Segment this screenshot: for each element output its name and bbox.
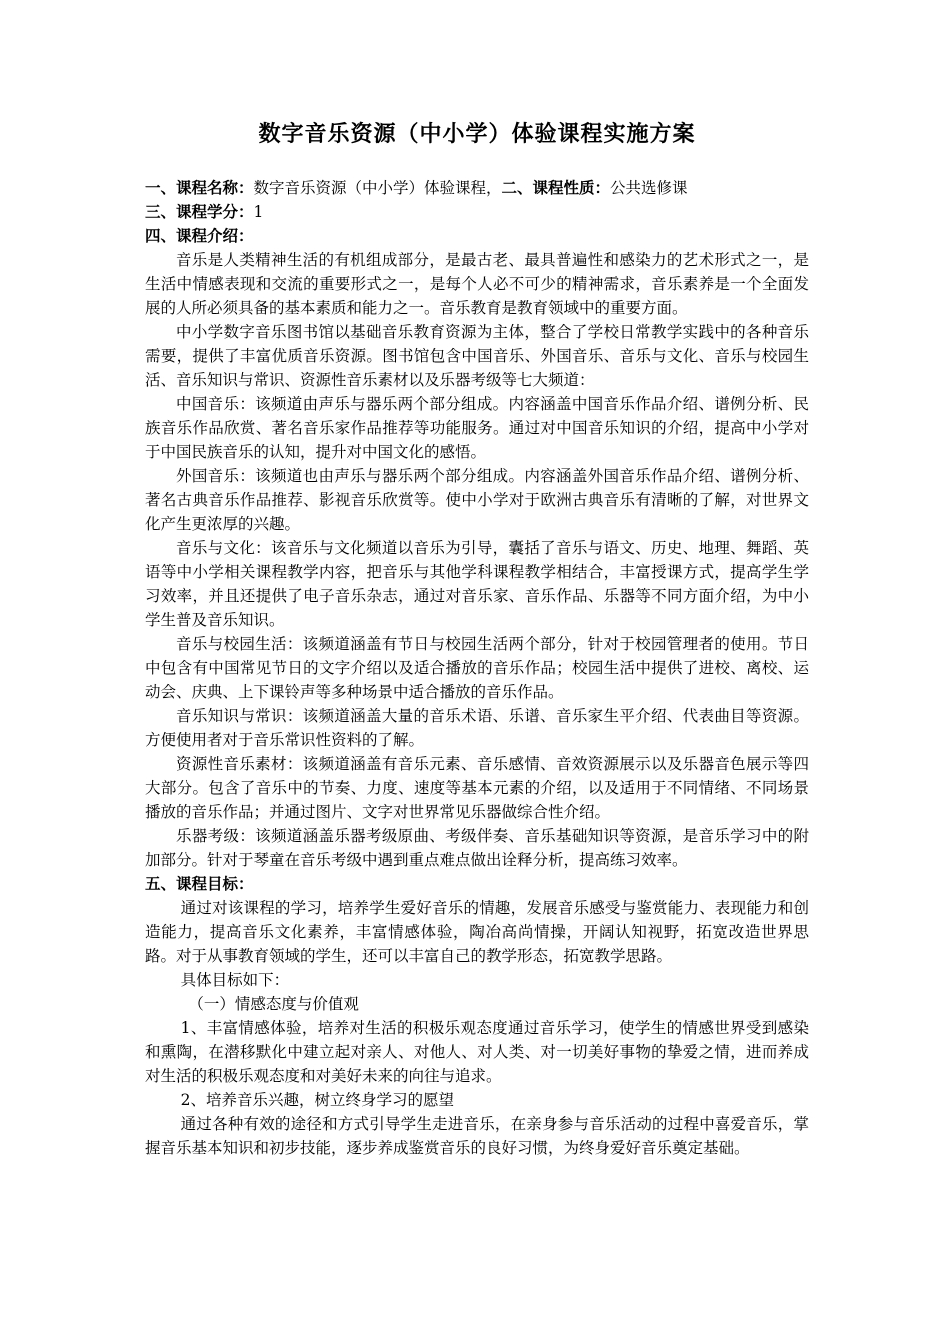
course-nature-value: 公共选修课 [610,179,688,197]
course-credit-line [145,200,809,224]
intro-paragraph: 资源性音乐素材：该频道涵盖有音乐元素、音乐感情、音效资源展示以及乐器音色展示等四大部分。包含了音乐中的节奏、力度、速度等基本元素的介绍，以及适用于不同情绪、不同场景播放的音乐作品；并通过图片、文字对世界常见乐器做综合性介绍。 [145,755,809,821]
intro-paragraph: 音乐知识与常识：该频道涵盖大量的音乐术语、乐谱、音乐家生平介绍、代表曲目等资源。方便使用者对于音乐常识性资料的了解。 [145,707,809,749]
goals-paragraph: 通过对该课程的学习，培养学生爱好音乐的情趣，发展音乐感受与鉴赏能力、表现能力和创造能力，提高音乐文化素养，丰富情感体验，陶冶高尚情操，开阔认知视野，拓宽改造世界思路。对于从事教育领域的学生，还可以丰富自己的教学形态，拓宽教学思路。 [145,899,809,965]
intro-paragraph: 中小学数字音乐图书馆以基础音乐教育资源为主体，整合了学校日常教学实践中的各种音乐需要，提供了丰富优质音乐资源。图书馆包含中国音乐、外国音乐、音乐与文化、音乐与校园生活、音乐知识与常识、资源性音乐素材以及乐器考级等七大频道： [145,323,809,389]
document-title: 数字音乐资源（中小学）体验课程实施方案 [258,122,696,147]
course-info-line [145,176,809,200]
intro-paragraph: 音乐与文化：该音乐与文化频道以音乐为引导，囊括了音乐与语文、历史、地理、舞蹈、英语等中小学相关课程教学内容，把音乐与其他学科课程教学相结合，丰富授课方式，提高学生学习效率，并且还提供了电子音乐杂志，通过对音乐家、音乐作品、乐器等不同方面介绍，为中小学生普及音乐知识。 [145,539,809,629]
course-name-value: 数字音乐资源（中小学）体验课程， [253,179,502,197]
course-nature-label: 二、课程性质： [501,179,611,197]
intro-heading: 四、课程介绍： [145,227,254,245]
document-page [145,120,809,1160]
goal-item-two-text: 通过各种有效的途径和方式引导学生走进音乐，在亲身参与音乐活动的过程中喜爱音乐，掌握音乐基本知识和初步技能，逐步养成鉴赏音乐的良好习惯，为终身爱好音乐奠定基础。 [145,1115,809,1157]
specific-goals-intro: 具体目标如下： [180,971,290,989]
goal-item-two-title: 2、培养音乐兴趣，树立终身学习的愿望 [180,1091,455,1109]
intro-paragraph: 音乐是人类精神生活的有机组成部分，是最古老、最具普遍性和感染力的艺术形式之一，是生活中情感表现和交流的重要形式之一，是每个人必不可少的精神需求，音乐素养是一个全面发展的人所必须具备的基本素质和能力之一。音乐教育是教育领域中的重要方面。 [145,251,809,317]
section-one-title: （一）情感态度与价值观 [188,995,359,1013]
course-credit-value: 1 [253,203,264,221]
intro-paragraph: 乐器考级：该频道涵盖乐器考级原曲、考级伴奏、音乐基础知识等资源，是音乐学习中的附加部分。针对于琴童在音乐考级中遇到重点难点做出诠释分析，提高练习效率。 [145,827,809,869]
goals-heading: 五、课程目标： [145,875,254,893]
course-name-label: 一、课程名称： [145,179,254,197]
intro-paragraph: 中国音乐：该频道由声乐与器乐两个部分组成。内容涵盖中国音乐作品介绍、谱例分析、民族音乐作品欣赏、著名音乐家作品推荐等功能服务。通过对中国音乐知识的介绍，提高中小学对于中国民族音乐的认知，提升对中国文化的感悟。 [145,395,809,461]
intro-paragraph: 外国音乐：该频道也由声乐与器乐两个部分组成。内容涵盖外国音乐作品介绍、谱例分析、著名古典音乐作品推荐、影视音乐欣赏等。使中小学对于欧洲古典音乐有清晰的了解，对世界文化产生更浓厚的兴趣。 [145,467,809,533]
course-credit-label: 三、课程学分： [145,203,254,221]
intro-paragraph: 音乐与校园生活：该频道涵盖有节日与校园生活两个部分，针对于校园管理者的使用。节日中包含有中国常见节日的文字介绍以及适合播放的音乐作品；校园生活中提供了进校、离校、运动会、庆典、上下课铃声等多种场景中适合播放的音乐作品。 [145,635,809,701]
goal-item-one: 1、丰富情感体验，培养对生活的积极乐观态度通过音乐学习，使学生的情感世界受到感染和熏陶，在潜移默化中建立起对亲人、对他人、对人类、对一切美好事物的挚爱之情，进而养成对生活的积极乐观态度和对美好未来的向往与追求。 [145,1019,809,1085]
